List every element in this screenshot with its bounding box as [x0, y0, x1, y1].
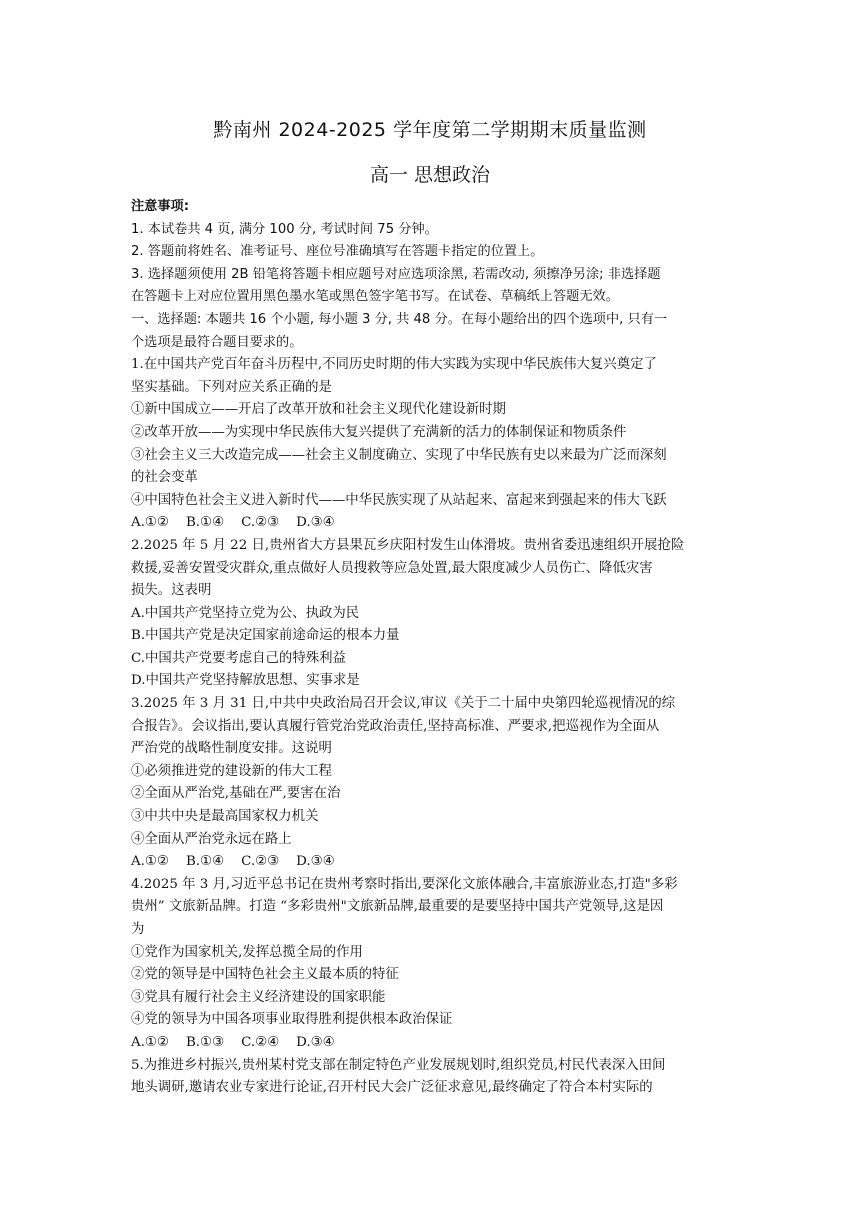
question-line: 地头调研,邀请农业专家进行论证,召开村民大会广泛征求意见,最终确定了符合本村实际的	[131, 1080, 653, 1096]
question-line: 的社会变革	[131, 470, 198, 486]
exam-subtitle: 高一 思想政治	[369, 164, 491, 186]
exam-title: 黔南州 2024-2025 学年度第二学期期末质量监测	[213, 119, 647, 141]
answer-option: D.中国共产党坚持解放思想、实事求是	[131, 673, 360, 689]
question-stem: 3.2025 年 3 月 31 日,中共中央政治局召开会议,审议《关于二十届中央第四轮巡视情况的综	[131, 696, 676, 712]
question-stem: 2.2025 年 5 月 22 日,贵州省大方县果瓦乡庆阳村发生山体滑坡。贵州省委迅速组织开展抢险	[131, 537, 685, 553]
question-line: 合报告》。会议指出,要认真履行管党治党政治责任,坚持高标准、严要求,把巡视作为全面从	[131, 718, 660, 734]
notice-item: 3. 选择题须使用 2B 铅笔将答题卡相应题号对应选项涂黑, 若需改动, 须擦净另涂; 非选择题	[131, 266, 661, 282]
section-instruction: 一、选择题: 本题共 16 个小题, 每小题 3 分, 共 48 分。在每小题给出的四个选项中, 只有一	[131, 311, 668, 327]
answer-option: C.中国共产党要考虑自己的特殊利益	[131, 650, 346, 666]
notice-item: 2. 答题前将姓名、准考证号、座位号准确填写在答题卡指定的位置上。	[131, 244, 544, 260]
answer-option: A.中国共产党坚持立党为公、执政为民	[131, 605, 360, 621]
question-line: 为	[131, 922, 145, 937]
notice-item: 1. 本试卷共 4 页, 满分 100 分, 考试时间 75 分钟。	[131, 221, 438, 237]
statement-item: ③社会主义三大改造完成——社会主义制度确立、实现了中华民族有史以来最为广泛而深刻	[131, 447, 667, 463]
answer-option: B.中国共产党是决定国家前途命运的根本力量	[131, 628, 400, 644]
notice-heading: 注意事项:	[131, 199, 190, 214]
question-line: 救援,妥善安置受灾群众,重点做好人员搜救等应急处置,最大限度减少人员伤亡、降低灾害	[131, 560, 653, 576]
question-2	[131, 535, 731, 693]
question-5	[131, 1055, 731, 1100]
statement-item: ④党的领导为中国各项事业取得胜利提供根本政治保证	[131, 1012, 453, 1028]
question-1	[131, 354, 731, 535]
question-stem: 5.为推进乡村振兴,贵州某村党支部在制定特色产业发展规划时,组织党员,村民代表深入田间	[131, 1057, 666, 1073]
exam-body	[131, 196, 731, 1100]
statement-item: ④全面从严治党永远在路上	[131, 831, 292, 847]
question-stem: 1.在中国共产党百年奋斗历程中,不同历史时期的伟大实践为实现中华民族伟大复兴奠定了	[131, 357, 657, 373]
statement-item: ②改革开放——为实现中华民族伟大复兴提供了充满新的活力的体制保证和物质条件	[131, 424, 627, 440]
question-line: 贵州” 文旅新品牌。打造 “多彩贵州"文旅新品牌,最重要的是要坚持中国共产党领导,这是因	[131, 899, 664, 915]
question-3	[131, 693, 731, 874]
statement-item: ③中共中央是最高国家权力机关	[131, 809, 319, 825]
statement-item: ①党作为国家机关,发挥总揽全局的作用	[131, 944, 363, 960]
question-4	[131, 874, 731, 1055]
question-list	[131, 354, 731, 1100]
question-line: 坚实基础。下列对应关系正确的是	[131, 379, 332, 395]
section-instruction: 个选项是最符合题目要求的。	[131, 334, 303, 350]
statement-item: ③党具有履行社会主义经济建设的国家职能	[131, 989, 386, 1005]
statement-item: ②全面从严治党,基础在严,要害在治	[131, 786, 341, 802]
answer-options: A.①② B.①④ C.②③ D.③④	[131, 515, 335, 531]
answer-options: A.①② B.①③ C.②④ D.③④	[131, 1034, 335, 1050]
statement-item: ①必须推进党的建设新的伟大工程	[131, 763, 332, 779]
question-line: 严治党的战略性制度安排。这说明	[131, 741, 332, 757]
notice-item: 在答题卡上对应位置用黑色墨水笔或黑色签字笔书写。在试卷、草稿纸上答题无效。	[131, 289, 619, 305]
statement-item: ④中国特色社会主义进入新时代——中华民族实现了从站起来、富起来到强起来的伟大飞跃	[131, 492, 667, 508]
answer-options: A.①② B.①④ C.②③ D.③④	[131, 854, 335, 870]
question-stem: 4.2025 年 3 月,习近平总书记在贵州考察时指出,要深化文旅体融合,丰富旅游业态,打造"多彩	[131, 876, 678, 892]
statement-item: ②党的领导是中国特色社会主义最本质的特征	[131, 967, 399, 983]
statement-item: ①新中国成立——开启了改革开放和社会主义现代化建设新时期	[131, 402, 506, 418]
question-line: 损失。这表明	[131, 583, 212, 599]
